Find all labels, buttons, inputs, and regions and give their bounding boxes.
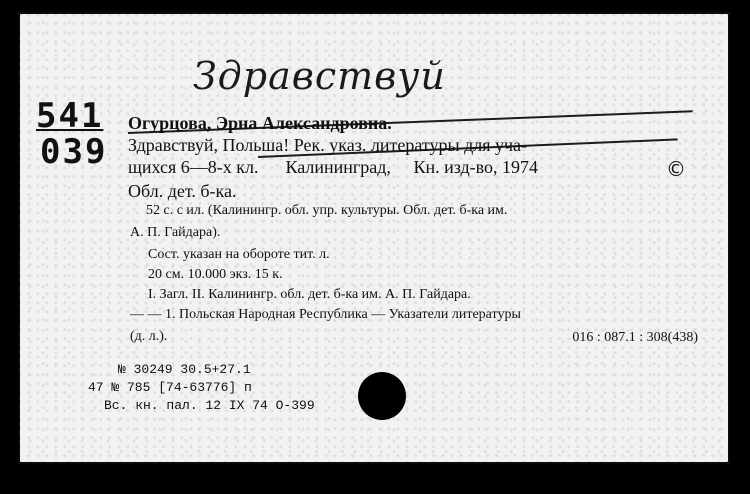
format-line: 20 см. 10.000 экз. 15 к. bbox=[148, 267, 283, 282]
library-line: Обл. дет. б-ка. bbox=[128, 181, 237, 201]
footer-line-3: Вс. кн. пал. 12 IX 74 О-399 bbox=[104, 398, 315, 413]
title-line-1: Здравствуй, Польша! Рек. указ. литературы для уча- bbox=[128, 135, 528, 155]
publisher-text: Кн. изд-во, 1974 bbox=[413, 157, 539, 177]
catalog-card bbox=[18, 12, 730, 464]
grade-text: щихся 6—8-х кл. bbox=[128, 157, 259, 177]
call-number-top: 541 bbox=[36, 96, 104, 136]
headings-line-2: — — 1. Польская Народная Республика — Указатели литературы bbox=[130, 307, 521, 322]
gaidar-line: А. П. Гайдара). bbox=[130, 225, 221, 240]
pages-line: 52 с. с ил. (Калинингр. обл. упр. культуры. Обл. дет. б-ка им. bbox=[146, 203, 508, 218]
footer-line-1: № 30249 30.5+27.1 bbox=[118, 362, 251, 377]
classification-code: 016 : 087.1 : 308(438) bbox=[572, 330, 698, 345]
author-name: Огурцова, Эрна Александровна. bbox=[128, 113, 392, 133]
handwritten-title: Здравствуй bbox=[193, 54, 446, 98]
headings-line-3: (д. л.). bbox=[130, 329, 168, 344]
footer-line-2: 47 № 785 [74-63776] п bbox=[88, 380, 252, 395]
copyright-icon: © bbox=[666, 157, 686, 181]
place-text: Калининград, bbox=[285, 157, 391, 177]
call-number-bottom: 039 bbox=[40, 132, 108, 172]
headings-line-1: I. Загл. II. Калинингр. обл. дет. б-ка им. А. П. Гайдара. bbox=[148, 287, 471, 302]
punch-hole bbox=[358, 372, 406, 420]
title-line-2 bbox=[128, 158, 538, 176]
compiled-note: Сост. указан на обороте тит. л. bbox=[148, 247, 330, 262]
